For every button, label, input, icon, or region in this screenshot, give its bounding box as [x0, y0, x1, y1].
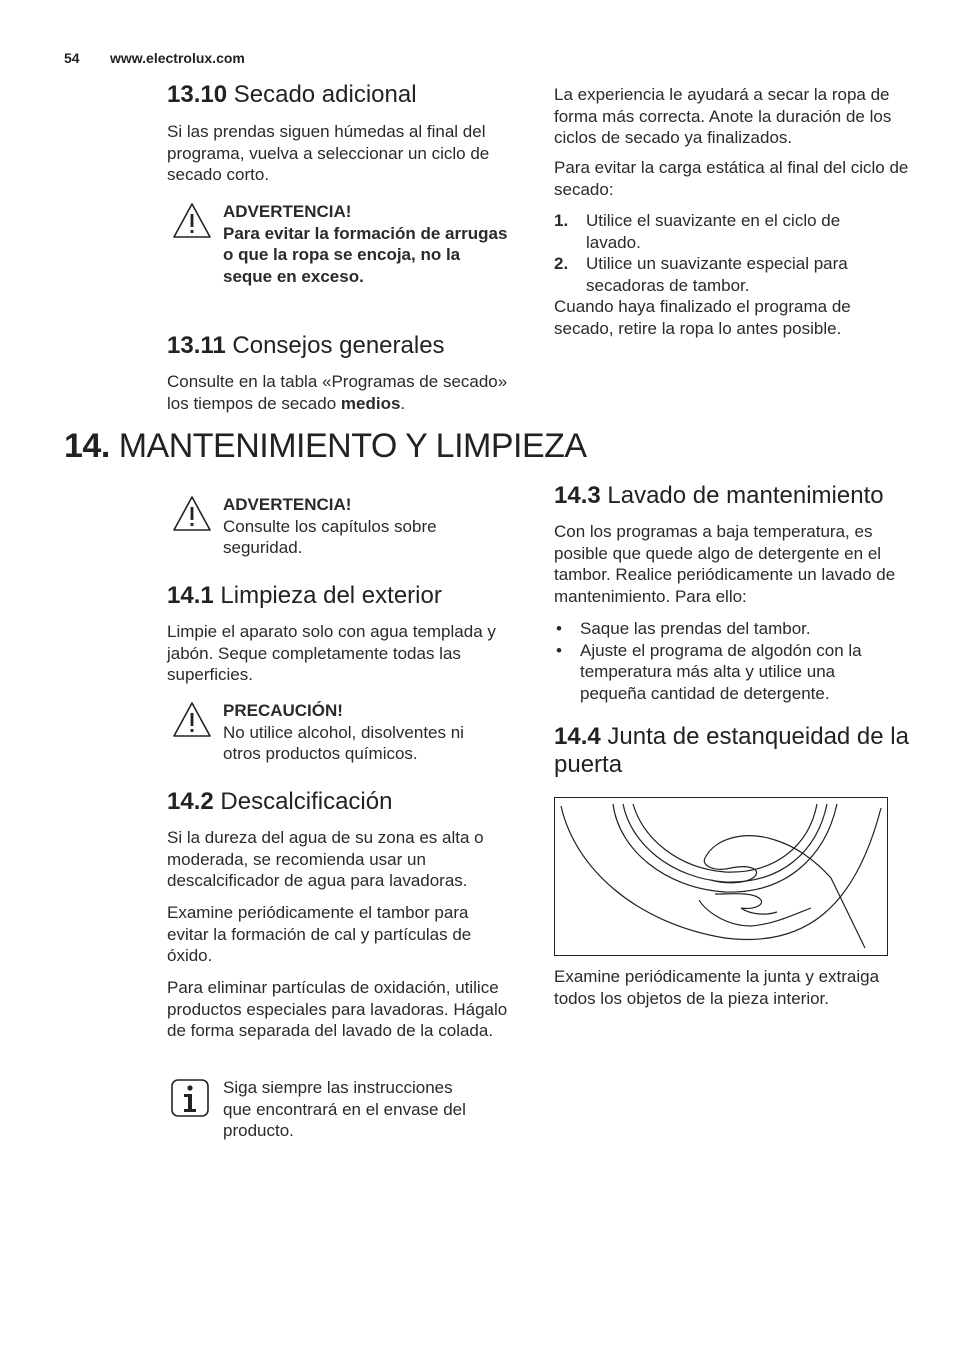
heading-text: Junta de estanqueidad de la puerta: [554, 723, 909, 778]
bullet: •: [556, 640, 562, 660]
bullet-list: [554, 618, 899, 704]
page-number: 54: [64, 50, 80, 66]
paragraph: Si las prendas siguen húmedas al final del programa, vuelva a seleccionar un ciclo de secado corto.: [167, 122, 490, 184]
list-text: Utilice un suavizante especial para secadoras de tambor.: [586, 254, 848, 295]
warning-text: Consulte los capítulos sobre seguridad.: [223, 516, 437, 557]
list-item: [554, 253, 894, 296]
heading-number: 13.10: [167, 81, 228, 108]
paragraph: Para evitar la carga estática al final del ciclo de secado:: [554, 158, 909, 199]
list-number: 2.: [554, 254, 569, 273]
warning-label: ADVERTENCIA!: [223, 495, 352, 514]
heading-number: 14.2: [167, 788, 214, 815]
heading-text: Limpieza del exterior: [220, 582, 442, 609]
list-item: [554, 618, 899, 640]
warning-triangle-icon: [172, 494, 212, 534]
heading-number: 14.1: [167, 582, 214, 609]
paragraph: Cuando haya finalizado el programa de secado, retire la ropa lo antes posible.: [554, 297, 851, 338]
bold-text: medios: [340, 393, 401, 413]
heading-number: 14.3: [554, 482, 601, 509]
warning-block: [223, 494, 513, 559]
chapter-title: [64, 426, 587, 466]
list-text: Utilice el suavizante en el ciclo de lavado.: [586, 211, 841, 252]
heading-14-2: [167, 788, 392, 816]
chapter-number: 14.: [64, 427, 110, 465]
text: Consulte en la tabla «Programas de secado» los tiempos de secado: [167, 372, 508, 413]
paragraph: La experiencia le ayudará a secar la ropa de forma más correcta. Anote la duración de los ciclos de secado ya finalizados.: [554, 85, 892, 147]
heading-number: 14.4: [554, 723, 601, 750]
door-seal-illustration: [554, 797, 888, 956]
warning-triangle-icon: [172, 700, 212, 740]
heading-text: Consejos generales: [232, 332, 445, 359]
paragraph: Examine periódicamente la junta y extraiga todos los objetos de la pieza interior.: [554, 967, 880, 1008]
heading-text: Descalcificación: [220, 788, 393, 815]
caution-label: PRECAUCIÓN!: [223, 701, 343, 720]
info-text: Siga siempre las instrucciones que encontrará en el envase del producto.: [223, 1078, 466, 1140]
heading-text: Lavado de mantenimiento: [607, 482, 884, 509]
caution-text: No utilice alcohol, disolventes ni otros productos químicos.: [223, 722, 464, 763]
paragraph: Examine periódicamente el tambor para evitar la formación de cal y partículas de óxido.: [167, 903, 472, 965]
warning-text: Para evitar la formación de arrugas o que la ropa se encoja, no la seque en exceso.: [223, 223, 508, 286]
numbered-list: [554, 210, 894, 296]
list-number: 1.: [554, 211, 569, 230]
list-text: Ajuste el programa de algodón con la temperatura más alta y utilice una pequeña cantidad de detergente.: [580, 640, 862, 703]
heading-14-3: [554, 482, 884, 510]
warning-label: ADVERTENCIA!: [223, 202, 352, 221]
caution-block: [223, 700, 483, 765]
paragraph: Con los programas a baja temperatura, es posible que quede algo de detergente en el tambor. Realice periódicamente un lavado de mantenimiento. Para ello:: [554, 522, 896, 606]
warning-triangle-icon: [172, 201, 212, 241]
heading-14-4: [554, 723, 914, 779]
warning-block: [223, 201, 513, 287]
website: www.electrolux.com: [110, 50, 245, 66]
heading-text: Secado adicional: [233, 81, 417, 108]
text: .: [400, 393, 406, 413]
list-item: [554, 210, 894, 253]
door-seal-drawing: [555, 798, 888, 956]
heading-number: 13.11: [167, 332, 226, 359]
list-item: [554, 640, 899, 705]
page-header: [64, 50, 245, 66]
paragraph: Limpie el aparato solo con agua templada y jabón. Seque completamente todas las superficies.: [167, 622, 496, 684]
paragraph: Para eliminar partículas de oxidación, utilice productos especiales para lavadoras. Hágalo de forma separada del lavado de la colada.: [167, 978, 508, 1040]
heading-14-1: [167, 582, 442, 610]
info-icon: [170, 1078, 210, 1118]
bullet: •: [556, 619, 562, 638]
list-text: Saque las prendas del tambor.: [580, 619, 811, 638]
paragraph: Si la dureza del agua de su zona es alta o moderada, se recomienda usar un descalcificador de agua para lavadoras.: [167, 828, 484, 890]
heading-13-11: [167, 332, 445, 360]
paragraph: [167, 371, 527, 414]
chapter-text: MANTENIMIENTO Y LIMPIEZA: [118, 427, 587, 465]
heading-13-10: [167, 81, 417, 109]
